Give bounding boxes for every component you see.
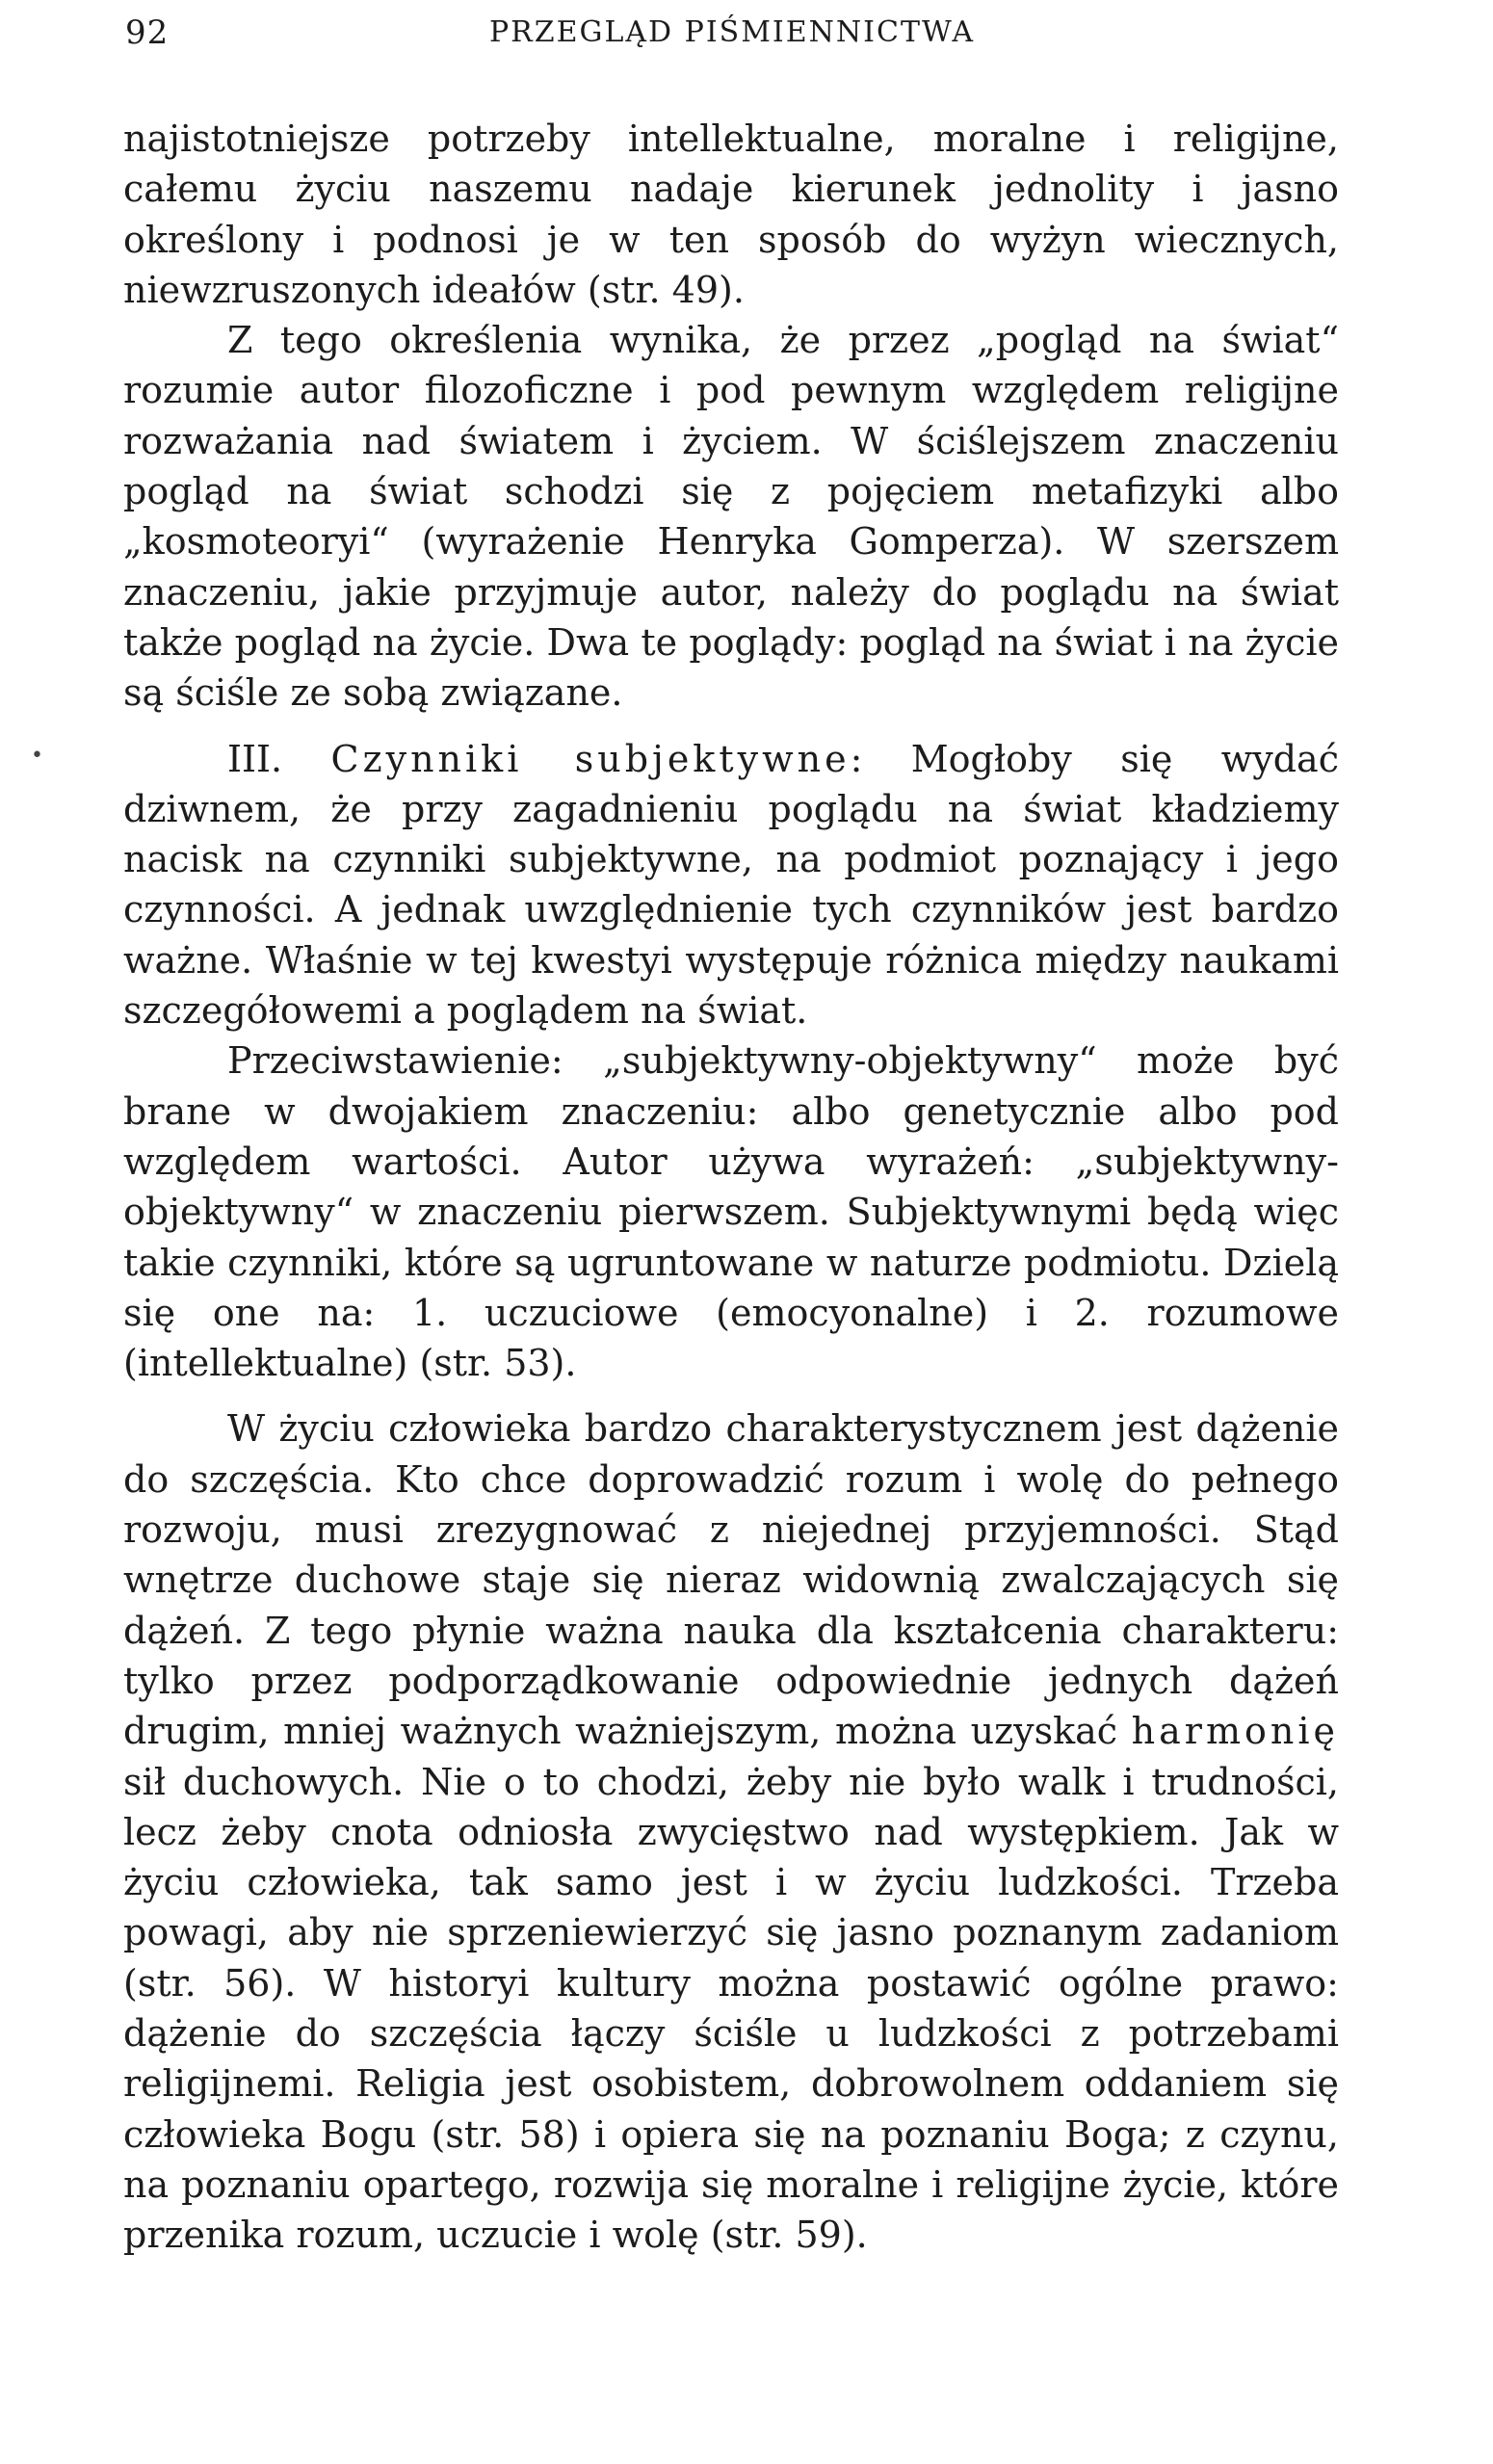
paragraph-text: sił duchowych. Nie o to chodzi, żeby nie było walk i trudności, lecz żeby cnota odniosła zwycięstwo nad występkiem. Jak w życiu człowieka, tak samo jest i w życiu ludzkości. Trzeba powagi, aby nie sprzeniewierzyć się jasno poznanym zadaniom (str. 56). W historyi kultury można postawić ogólne prawo: dążenie do szczęścia łączy ściśle u ludzkości z potrzebami religijnemi. Religia jest osobistem, dobrowolnem oddaniem się człowieka Bogu (str. 58) i opiera się na poznaniu Boga; z czynu, na poznaniu opartego, rozwija się moralne i religijne życie, które przenika rozum, uczucie i wolę (str. 59). bbox=[123, 1760, 1339, 2257]
margin-dot-mark: • bbox=[31, 744, 43, 768]
running-header bbox=[125, 13, 1339, 56]
paragraph-text: : Mogłoby się wydać dziwnem, że przy zagadnieniu poglądu na świat kładziemy nacisk na czynniki subjektywne, na podmiot poznający i jego czynności. A jednak uwzględnienie tych czynników jest bardzo ważne. Właśnie w tej kwestyi występuje różnica między naukami szczegółowemi a poglądem na świat. bbox=[123, 737, 1339, 1033]
paragraph-happiness bbox=[123, 1403, 1339, 2260]
paragraph-text: Przeciwstawienie: „subjektywny-objektywny“ może być brane w dwojakiem znaczeniu: albo genetycznie albo pod względem wartości. Autor używa wyrażeń: „subjektywny-objektywny“ w znaczeniu pierwszem. Subjektywnymi będą więc takie czynniki, które są ugruntowane w naturze podmiotu. Dzielą się one na: 1. uczuciowe (emocyonalne) i 2. rozumowe (intellektualne) (str. 53). bbox=[123, 1039, 1339, 1385]
paragraph-contrast bbox=[123, 1035, 1339, 1388]
paragraph-text: Z tego określenia wynika, że przez „pogląd na świat“ rozumie autor filozoficzne i pod pewnym względem religijne rozważania nad światem i życiem. W ściślejszem znaczeniu pogląd na świat schodzi się z pojęciem metafizyki albo „kosmoteoryi“ (wyrażenie Henryka Gomperza). W szerszem znaczeniu, jakie przyjmuje autor, należy do poglądu na świat także pogląd na życie. Dwa te poglądy: pogląd na świat i na życie są ściśle ze sobą związane. bbox=[123, 319, 1339, 715]
page-number: 92 bbox=[125, 13, 170, 52]
paragraph-section-iii bbox=[123, 734, 1339, 1036]
paragraph-text: W życiu człowieka bardzo charakterystycznem jest dążenie do szczęścia. Kto chce doprowadzić rozum i wolę do pełnego rozwoju, musi zrezygnować z niejednej przyjemności. Stąd wnętrze duchowe staje się nieraz widownią zwalczających się dążeń. Z tego płynie ważna nauka dla kształcenia charakteru: tylko przez podporządkowanie odpowiednie jednych dążeń drugim, mniej ważnych ważniejszym, można uzyskać bbox=[123, 1407, 1339, 1753]
running-header-title: PRZEGLĄD PIŚMIENNICTWA bbox=[488, 15, 976, 49]
paragraph-text: najistotniejsze potrzeby intellektualne, moralne i religijne, całemu życiu naszemu nadaje kierunek jednolity i jasno określony i podnosi je w ten sposób do wyżyn wiecznych, niewzruszonych ideałów (str. 49). bbox=[123, 118, 1339, 311]
paragraph-continued bbox=[123, 114, 1339, 315]
section-numeral: III. bbox=[227, 737, 283, 780]
section-heading-spaced: Czynniki subjektywne bbox=[330, 737, 851, 780]
body-text bbox=[123, 114, 1339, 2260]
emphasized-word: harmonię bbox=[1131, 1710, 1339, 1753]
paragraph-definition bbox=[123, 315, 1339, 718]
